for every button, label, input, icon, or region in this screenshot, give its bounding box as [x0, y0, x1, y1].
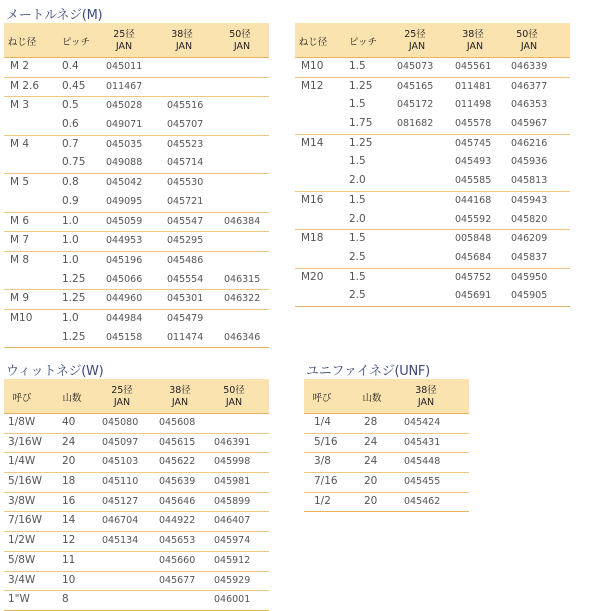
- cell-jan-38: 044922: [159, 515, 196, 527]
- metric-right-header: [295, 23, 570, 58]
- metric-right-body: [295, 58, 570, 307]
- cell-jan-50: 045820: [511, 213, 548, 225]
- cell-jan-38: 045639: [159, 476, 196, 488]
- header-d50: 50径: [229, 29, 251, 40]
- cell-jan-50: 045943: [511, 194, 548, 206]
- cell-jan-50: 046384: [224, 215, 261, 227]
- unf-header: [304, 379, 469, 414]
- cell-jan-38: 005848: [455, 233, 492, 245]
- cell-jan-38: 045431: [404, 436, 441, 448]
- header-d38: 38径: [462, 29, 484, 40]
- cell-jan-50: 045813: [511, 175, 548, 187]
- cell-size: 1"W: [8, 593, 30, 606]
- cell-threads: 16: [62, 494, 76, 507]
- cell-size: M 8: [10, 253, 30, 266]
- table-row: [4, 531, 269, 551]
- cell-jan-50: 045912: [214, 554, 251, 566]
- table-row: [4, 173, 269, 193]
- cell-pitch: 1.0: [62, 234, 79, 247]
- cell-threads: 20: [364, 475, 378, 488]
- header-threads: 山数: [362, 393, 382, 404]
- cell-jan-38: 045592: [455, 213, 492, 225]
- cell-jan-25: 045103: [102, 456, 139, 468]
- cell-pitch: 1.5: [349, 270, 366, 283]
- cell-jan-38: 045745: [455, 137, 492, 149]
- cell-pitch: 0.8: [62, 176, 79, 189]
- header-jan: JAN: [408, 41, 426, 52]
- header-jan: JAN: [417, 397, 435, 408]
- header-jan: JAN: [115, 41, 133, 52]
- cell-jan-50: 046315: [224, 273, 261, 285]
- unf-body: [304, 414, 469, 512]
- cell-pitch: 0.5: [62, 99, 79, 112]
- cell-pitch: 0.9: [62, 194, 79, 207]
- cell-pitch: 1.25: [62, 330, 86, 343]
- cell-jan-38: 044168: [455, 194, 492, 206]
- cell-jan-25: 045042: [106, 177, 143, 189]
- cell-jan-50: 045899: [214, 495, 251, 507]
- cell-jan-38: 045547: [167, 215, 204, 227]
- cell-pitch: 2.5: [349, 289, 366, 302]
- cell-jan-25: 045059: [106, 215, 143, 227]
- table-row: [4, 116, 269, 135]
- cell-size: M 2.6: [10, 79, 40, 92]
- cell-jan-25: 045172: [397, 99, 434, 111]
- cell-size: 7/16W: [8, 514, 42, 527]
- cell-size: M 7: [10, 234, 30, 247]
- cell-pitch: 1.5: [349, 60, 366, 72]
- cell-jan-25: 045080: [102, 417, 139, 428]
- cell-jan-50: 046216: [511, 137, 548, 149]
- table-row: [4, 492, 269, 512]
- cell-jan-38: 045523: [167, 138, 204, 150]
- cell-size: M20: [301, 270, 324, 283]
- table-row: [295, 153, 570, 172]
- cell-jan-38: 045578: [455, 118, 492, 130]
- cell-jan-25: 045097: [102, 436, 139, 448]
- cell-jan-25: 044984: [106, 312, 143, 324]
- cell-jan-25: 045073: [397, 61, 434, 72]
- cell-jan-50: 045974: [214, 535, 251, 547]
- table-row: [4, 231, 269, 251]
- cell-jan-25: 045165: [397, 80, 434, 92]
- cell-pitch: 0.4: [62, 60, 79, 72]
- cell-jan-38: 045752: [455, 271, 492, 283]
- cell-jan-38: 045622: [159, 456, 196, 468]
- cell-jan-38: 045448: [404, 456, 441, 468]
- cell-pitch: 1.25: [349, 79, 373, 92]
- cell-jan-50: 046322: [224, 293, 261, 305]
- cell-threads: 24: [364, 435, 378, 448]
- cell-jan-50: 046391: [214, 436, 251, 448]
- table-row: [4, 135, 269, 155]
- table-row: [304, 472, 469, 492]
- cell-jan-25: 011467: [106, 80, 143, 92]
- whit-header: [4, 379, 269, 414]
- header-d38: 38径: [169, 385, 191, 396]
- cell-jan-50: 045967: [511, 118, 548, 130]
- cell-threads: 12: [62, 534, 76, 547]
- cell-size: 5/8W: [8, 553, 36, 566]
- cell-pitch: 1.5: [349, 193, 366, 206]
- cell-pitch: 0.6: [62, 118, 79, 131]
- table-row: [295, 268, 570, 288]
- cell-size: 3/16W: [8, 435, 42, 448]
- cell-jan-25: 045158: [106, 331, 143, 343]
- table-row: [4, 96, 269, 116]
- header-d50: 50径: [223, 385, 245, 396]
- cell-pitch: 1.5: [349, 98, 366, 111]
- header-nominal: ねじ径: [298, 37, 328, 48]
- cell-pitch: 0.45: [62, 79, 86, 92]
- cell-jan-50: 045905: [511, 290, 548, 302]
- table-row: [295, 191, 570, 211]
- table-row: [4, 590, 269, 610]
- cell-jan-50: 046001: [214, 594, 251, 606]
- cell-pitch: 1.25: [349, 136, 373, 149]
- table-row: [304, 414, 469, 433]
- cell-jan-50: 046377: [511, 80, 548, 92]
- table-row: [304, 452, 469, 472]
- metric-table-left: [4, 23, 269, 348]
- cell-size: M 4: [10, 137, 30, 150]
- cell-pitch: 2.0: [349, 212, 366, 225]
- cell-jan-25: 049095: [106, 195, 143, 207]
- cell-jan-25: 044953: [106, 235, 143, 247]
- metric-left-header: [4, 23, 269, 58]
- cell-jan-25: 045196: [106, 254, 143, 266]
- header-jan: JAN: [113, 397, 131, 408]
- cell-jan-50: 045929: [214, 574, 251, 586]
- unf-table: [304, 379, 469, 512]
- cell-jan-50: 046346: [224, 331, 261, 343]
- table-row: [295, 58, 570, 77]
- header-nominal: 呼び: [12, 393, 32, 404]
- metric-table-right: [295, 23, 570, 307]
- table-row: [295, 115, 570, 134]
- cell-jan-50: 045998: [214, 456, 251, 468]
- table-row: [4, 154, 269, 173]
- cell-jan-25: 045035: [106, 138, 143, 150]
- cell-size: 1/4: [314, 416, 331, 428]
- cell-size: M14: [301, 136, 324, 149]
- cell-jan-38: 045585: [455, 175, 492, 187]
- whit-title: ウィットネジ(W): [6, 364, 104, 379]
- cell-threads: 20: [62, 455, 76, 468]
- cell-jan-50: 046339: [511, 61, 548, 72]
- cell-jan-38: 045653: [159, 535, 196, 547]
- cell-size: M 2: [10, 60, 30, 72]
- header-pitch: ピッチ: [61, 37, 91, 48]
- cell-threads: 24: [364, 455, 378, 468]
- cell-jan-50: 045981: [214, 476, 251, 488]
- table-row: [295, 249, 570, 268]
- cell-jan-38: 045646: [159, 495, 196, 507]
- cell-threads: 10: [62, 573, 76, 586]
- header-d38: 38径: [415, 385, 437, 396]
- header-d38: 38径: [171, 29, 193, 40]
- table-row: [4, 309, 269, 329]
- cell-jan-38: 045684: [455, 251, 492, 263]
- cell-jan-38: 011474: [167, 331, 204, 343]
- header-threads: 山数: [62, 393, 82, 404]
- cell-jan-38: 045424: [404, 417, 441, 428]
- unf-title: ユニファイネジ(UNF): [306, 364, 430, 379]
- cell-threads: 24: [62, 435, 76, 448]
- cell-size: M18: [301, 232, 324, 245]
- cell-pitch: 0.75: [62, 156, 86, 169]
- header-jan: JAN: [225, 397, 243, 408]
- table-row: [4, 511, 269, 531]
- cell-jan-25: 045066: [106, 273, 143, 285]
- cell-jan-25: 045110: [102, 476, 139, 488]
- cell-pitch: 1.5: [349, 232, 366, 245]
- cell-jan-38: 045691: [455, 290, 492, 302]
- header-jan: JAN: [520, 41, 538, 52]
- cell-jan-25: 046704: [102, 515, 139, 527]
- cell-threads: 20: [364, 494, 378, 507]
- cell-threads: 40: [62, 416, 76, 428]
- cell-jan-50: 046407: [214, 515, 251, 527]
- cell-jan-50: 045837: [511, 251, 548, 263]
- header-d25: 25径: [113, 29, 135, 40]
- cell-jan-25: 045127: [102, 495, 139, 507]
- cell-jan-38: 045721: [167, 195, 204, 207]
- table-row: [295, 172, 570, 191]
- table-row: [304, 433, 469, 453]
- table-row: [4, 212, 269, 232]
- cell-size: M12: [301, 79, 324, 92]
- table-row: [4, 193, 269, 212]
- cell-jan-38: 045554: [167, 273, 204, 285]
- cell-jan-25: 045028: [106, 100, 143, 112]
- cell-jan-38: 045462: [404, 495, 441, 507]
- cell-jan-38: 045455: [404, 476, 441, 488]
- header-jan: JAN: [171, 397, 189, 408]
- whit-body: [4, 414, 269, 611]
- table-row: [4, 472, 269, 492]
- cell-jan-50: 045936: [511, 156, 548, 168]
- cell-jan-38: 045615: [159, 436, 196, 448]
- cell-size: M10: [10, 311, 33, 324]
- cell-pitch: 0.7: [62, 137, 79, 150]
- cell-jan-50: 045950: [511, 271, 548, 283]
- table-row: [295, 229, 570, 249]
- table-row: [4, 452, 269, 472]
- header-pitch: ピッチ: [348, 37, 378, 48]
- cell-size: M16: [301, 193, 324, 206]
- table-row: [4, 414, 269, 433]
- cell-jan-38: 045561: [455, 61, 492, 72]
- header-jan: JAN: [466, 41, 484, 52]
- cell-jan-50: 046353: [511, 99, 548, 111]
- cell-threads: 28: [364, 416, 378, 428]
- cell-jan-38: 045677: [159, 574, 196, 586]
- cell-jan-38: 045301: [167, 293, 204, 305]
- cell-size: 1/4W: [8, 455, 36, 468]
- cell-size: 1/2W: [8, 534, 36, 547]
- cell-jan-25: 049088: [106, 157, 143, 169]
- table-row: [4, 251, 269, 271]
- header-d25: 25径: [111, 385, 133, 396]
- table-row: [4, 289, 269, 309]
- cell-pitch: 1.5: [349, 155, 366, 168]
- cell-size: 7/16: [314, 475, 338, 488]
- header-jan: JAN: [175, 41, 193, 52]
- cell-jan-25: 081682: [397, 118, 434, 130]
- metric-title: メートルネジ(M): [6, 8, 103, 23]
- cell-jan-25: 049071: [106, 119, 143, 131]
- table-row: [295, 77, 570, 97]
- table-row: [304, 492, 469, 512]
- cell-pitch: 1.0: [62, 253, 79, 266]
- cell-jan-38: 045493: [455, 156, 492, 168]
- cell-size: 3/4W: [8, 573, 36, 586]
- cell-size: M 5: [10, 176, 30, 189]
- cell-size: M 9: [10, 292, 30, 305]
- cell-jan-38: 045707: [167, 119, 204, 131]
- header-jan: JAN: [233, 41, 251, 52]
- cell-jan-38: 045295: [167, 235, 204, 247]
- cell-size: 3/8W: [8, 494, 36, 507]
- cell-pitch: 1.0: [62, 214, 79, 227]
- table-row: [4, 271, 269, 290]
- cell-size: 1/8W: [8, 416, 36, 428]
- cell-size: 5/16: [314, 435, 338, 448]
- cell-threads: 18: [62, 475, 76, 488]
- cell-size: 3/8: [314, 455, 331, 468]
- cell-pitch: 2.5: [349, 250, 366, 263]
- whit-table: [4, 379, 269, 611]
- cell-pitch: 1.25: [62, 292, 86, 305]
- cell-jan-38: 011498: [455, 99, 492, 111]
- cell-pitch: 2.0: [349, 174, 366, 187]
- cell-size: M 6: [10, 214, 30, 227]
- header-nominal: 呼び: [312, 393, 332, 404]
- header-nominal: ねじ径: [7, 37, 37, 48]
- table-row: [4, 551, 269, 571]
- cell-jan-25: 045134: [102, 535, 139, 547]
- cell-threads: 11: [62, 553, 76, 566]
- cell-jan-38: 045479: [167, 312, 204, 324]
- cell-size: 1/2: [314, 494, 331, 507]
- table-row: [4, 329, 269, 348]
- cell-jan-38: 045608: [159, 417, 196, 428]
- cell-size: 5/16W: [8, 475, 42, 488]
- cell-jan-38: 045516: [167, 100, 204, 112]
- table-row: [295, 134, 570, 154]
- cell-jan-38: 011481: [455, 80, 492, 92]
- metric-left-body: [4, 58, 269, 348]
- cell-jan-38: 045530: [167, 177, 204, 189]
- header-d25: 25径: [404, 29, 426, 40]
- header-d50: 50径: [516, 29, 538, 40]
- table-row: [4, 58, 269, 77]
- cell-threads: 14: [62, 514, 76, 527]
- cell-jan-38: 045486: [167, 254, 204, 266]
- table-row: [295, 287, 570, 306]
- cell-pitch: 1.0: [62, 311, 79, 324]
- cell-jan-25: 045011: [106, 61, 143, 72]
- cell-jan-25: 044960: [106, 293, 143, 305]
- cell-jan-38: 045714: [167, 157, 204, 169]
- cell-pitch: 1.75: [349, 117, 373, 130]
- table-row: [4, 571, 269, 591]
- table-row: [4, 77, 269, 97]
- table-row: [295, 211, 570, 230]
- cell-jan-50: 046209: [511, 233, 548, 245]
- cell-pitch: 1.25: [62, 272, 86, 285]
- table-row: [295, 96, 570, 115]
- cell-size: M10: [301, 60, 324, 72]
- table-row: [4, 433, 269, 453]
- cell-jan-38: 045660: [159, 554, 196, 566]
- cell-threads: 8: [62, 593, 69, 606]
- cell-size: M 3: [10, 99, 30, 112]
